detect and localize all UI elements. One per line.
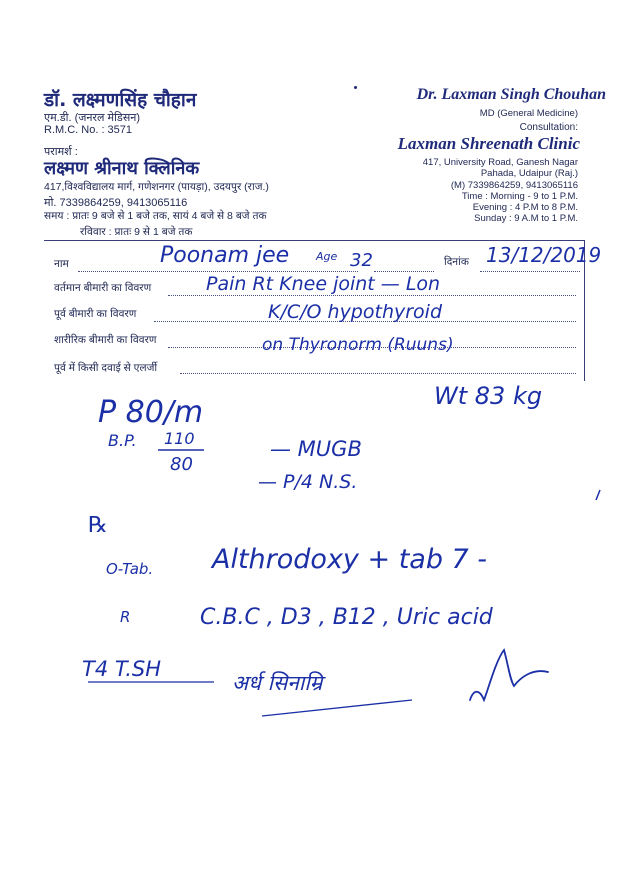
hw-weight: Wt 83 kg: [434, 382, 543, 410]
clinic-time-sunday: Sunday : 9 A.M to 1 P.M.: [474, 213, 578, 224]
clinic-address-english-line2: Pahada, Udaipur (Raj.): [480, 168, 578, 179]
rmc-number: R.M.C. No. : 3571: [44, 124, 133, 136]
hw-current-illness: Pain Rt Knee joint — Lon: [206, 273, 441, 295]
consultation-label-hindi: परामर्श :: [44, 146, 78, 158]
clinic-address-hindi: 417,विश्वविद्यालय मार्ग, गणेशनगर (पायड़ा), उदयपुर (राज.): [44, 181, 269, 193]
degree-hindi: एम.डी. (जनरल मेडिसन): [44, 112, 141, 124]
hw-bp-systolic: 110: [164, 429, 195, 448]
hw-finding-2: — P/4 N.S.: [258, 471, 358, 493]
date-label: दिनांक: [444, 256, 469, 268]
clinic-timing-hindi: समय : प्रातः 9 बजे से 1 बजे तक, सायं 4 बजे से 8 बजे तक: [44, 210, 267, 222]
clinic-name-hindi: लक्ष्मण श्रीनाथ क्लिनिक: [44, 158, 200, 179]
clinic-sunday-hindi: रविवार : प्रातः 9 से 1 बजे तक: [80, 226, 193, 238]
hw-note: अर्ध सिनाम्रि: [232, 671, 323, 695]
hw-past-illness: K/C/O hypothyroid: [268, 301, 443, 323]
current-illness-label: वर्तमान बीमारी का विवरण: [54, 282, 152, 294]
clinic-name-english: Laxman Shreenath Clinic: [397, 134, 580, 153]
hw-finding-1: — MUGB: [270, 437, 362, 461]
doctor-name-english: Dr. Laxman Singh Chouhan: [416, 86, 606, 103]
doctor-name-hindi: डॉ. लक्ष्मणसिंह चौहान: [44, 89, 197, 111]
name-label: नाम: [54, 258, 69, 270]
hw-date: 13/12/2019: [486, 243, 602, 267]
hw-pulse: P 80/m: [98, 395, 204, 430]
hw-age-label: Age: [316, 250, 338, 263]
clinic-address-english-line1: 417, University Road, Ganesh Nagar: [422, 157, 578, 168]
hw-investigations: C.B.C , D3 , B12 , Uric acid: [200, 605, 493, 630]
hw-investigation-prefix: R: [120, 608, 131, 626]
hw-bp-diastolic: 80: [170, 454, 193, 475]
clinic-mobile-english: (M) 7339864259, 9413065116: [450, 180, 578, 191]
allergy-label: पूर्व में किसी दवाई से एलर्जी: [54, 362, 158, 374]
hw-rx-prefix: O-Tab.: [106, 560, 154, 578]
hw-tsh: T4 T.SH: [82, 657, 161, 681]
degree-english: MD (General Medicine): [479, 108, 578, 119]
hw-bp-label: B.P.: [108, 431, 137, 450]
hw-physical-illness: on Thyronorm (Ruuns): [262, 335, 454, 355]
consultation-label-english: Consultation:: [519, 122, 578, 133]
clinic-time-morning: Time : Morning - 9 to 1 P.M.: [461, 191, 578, 202]
hw-note-underline: [262, 700, 412, 716]
hw-patient-name: Poonam jee: [160, 243, 290, 268]
hw-rx-drug: Althrodoxy + tab 7 -: [212, 544, 488, 575]
hw-rx-symbol: ℞: [88, 513, 108, 538]
hw-tick-mark: [596, 490, 600, 500]
past-illness-label: पूर्व बीमारी का विवरण: [54, 308, 137, 320]
clinic-mobile-hindi: मो. 7339864259, 9413065116: [44, 197, 188, 209]
hw-age: 32: [350, 250, 373, 271]
signature-mark: [470, 650, 548, 700]
clinic-time-evening: Evening : 4 P.M to 8 P.M.: [472, 202, 578, 213]
physical-illness-label: शारीरिक बीमारी का विवरण: [54, 334, 157, 346]
